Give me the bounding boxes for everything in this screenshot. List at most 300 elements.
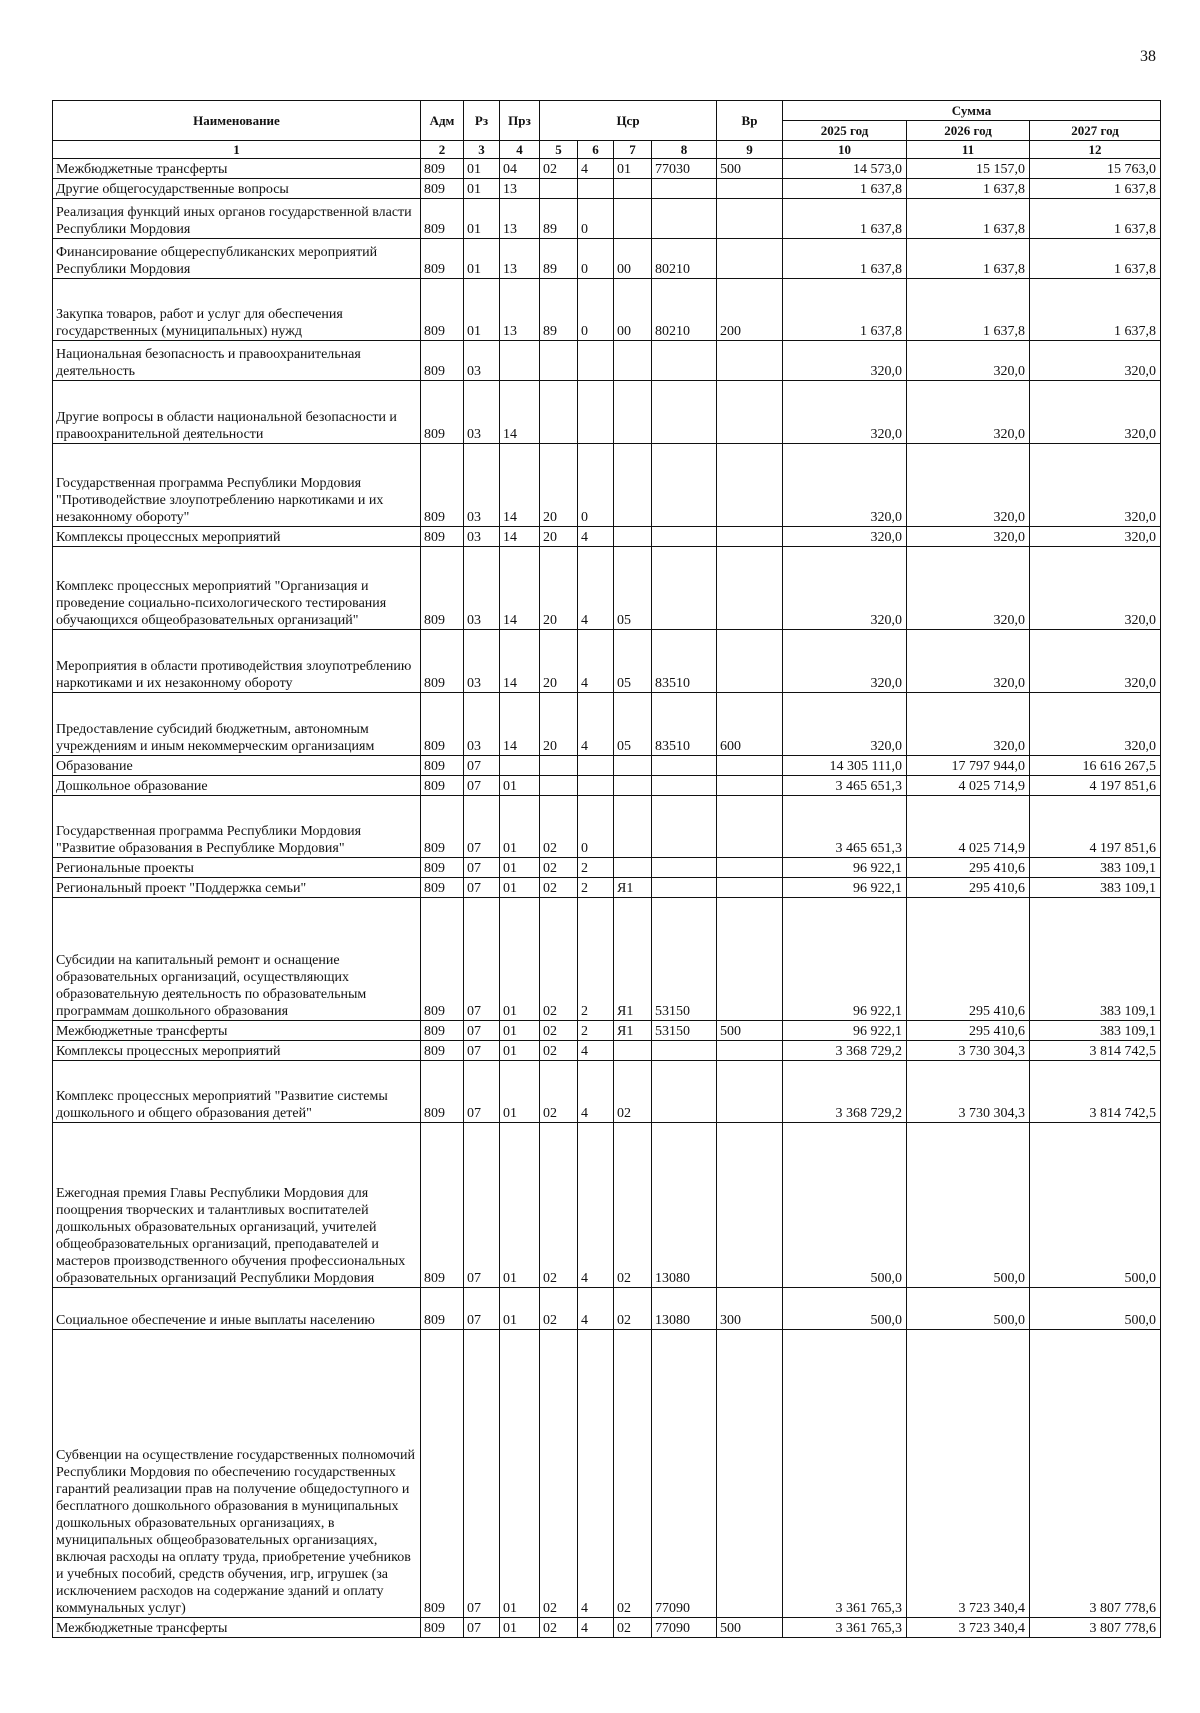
cell-tsr-type: 4 (578, 547, 614, 630)
cell-tsr-structure: Я1 (614, 898, 652, 1021)
column-number: 6 (578, 141, 614, 159)
cell-rz: 03 (464, 444, 500, 527)
cell-tsr-type: 0 (578, 279, 614, 341)
table-header (53, 101, 1161, 159)
cell-tsr-type: 2 (578, 858, 614, 878)
cell-tsr-direction (652, 341, 717, 381)
cell-vr: 300 (717, 1288, 783, 1330)
amount-2026: 295 410,6 (907, 1021, 1030, 1041)
cell-tsr-program: 02 (540, 1618, 578, 1638)
cell-adm: 809 (421, 1288, 464, 1330)
cell-tsr-program: 02 (540, 1041, 578, 1061)
column-number: 3 (464, 141, 500, 159)
table-row (53, 878, 1161, 898)
cell-tsr-structure: Я1 (614, 878, 652, 898)
row-name: Другие вопросы в области национальной безопасности и правоохранительной деятельности (53, 381, 421, 444)
row-name: Субсидии на капитальный ремонт и оснащение образовательных организаций, осуществляющих образовательную деятельность по образовательным программам дошкольного образования (53, 898, 421, 1021)
cell-vr (717, 381, 783, 444)
amount-2026: 4 025 714,9 (907, 776, 1030, 796)
cell-tsr-structure: 05 (614, 693, 652, 756)
table-row (53, 1061, 1161, 1123)
table-row (53, 179, 1161, 199)
cell-tsr-program: 02 (540, 796, 578, 858)
row-name: Закупка товаров, работ и услуг для обеспечения государственных (муниципальных) нужд (53, 279, 421, 341)
row-name: Предоставление субсидий бюджетным, автономным учреждениям и иным некоммерческим организациям (53, 693, 421, 756)
amount-2026: 4 025 714,9 (907, 796, 1030, 858)
cell-adm: 809 (421, 1618, 464, 1638)
table-row (53, 239, 1161, 279)
cell-vr (717, 179, 783, 199)
amount-2027: 320,0 (1030, 444, 1161, 527)
cell-vr (717, 756, 783, 776)
cell-prz: 01 (500, 878, 540, 898)
table-row (53, 444, 1161, 527)
cell-tsr-program: 89 (540, 279, 578, 341)
cell-rz: 07 (464, 858, 500, 878)
table-row (53, 527, 1161, 547)
amount-2026: 500,0 (907, 1288, 1030, 1330)
cell-rz: 01 (464, 239, 500, 279)
cell-vr (717, 444, 783, 527)
row-name: Государственная программа Республики Мордовия "Противодействие злоупотреблению наркотиками и их незаконному обороту" (53, 444, 421, 527)
amount-2027: 1 637,8 (1030, 279, 1161, 341)
header-tsr: Цср (540, 101, 717, 141)
amount-2026: 17 797 944,0 (907, 756, 1030, 776)
cell-tsr-type: 0 (578, 444, 614, 527)
budget-table (52, 100, 1161, 1638)
amount-2026: 295 410,6 (907, 878, 1030, 898)
amount-2027: 383 109,1 (1030, 878, 1161, 898)
table-row (53, 1288, 1161, 1330)
amount-2025: 320,0 (783, 630, 907, 693)
amount-2026: 320,0 (907, 527, 1030, 547)
cell-rz: 03 (464, 527, 500, 547)
cell-vr (717, 239, 783, 279)
cell-tsr-program: 20 (540, 527, 578, 547)
cell-tsr-type: 4 (578, 1288, 614, 1330)
amount-2026: 15 157,0 (907, 159, 1030, 179)
cell-tsr-direction: 13080 (652, 1288, 717, 1330)
cell-vr (717, 878, 783, 898)
row-name: Комплексы процессных мероприятий (53, 527, 421, 547)
cell-tsr-direction: 53150 (652, 1021, 717, 1041)
cell-vr (717, 1330, 783, 1618)
cell-rz: 03 (464, 341, 500, 381)
row-name: Дошкольное образование (53, 776, 421, 796)
cell-vr: 200 (717, 279, 783, 341)
table-row (53, 199, 1161, 239)
cell-rz: 07 (464, 1061, 500, 1123)
amount-2027: 500,0 (1030, 1123, 1161, 1288)
cell-prz: 01 (500, 858, 540, 878)
amount-2025: 3 361 765,3 (783, 1618, 907, 1638)
amount-2025: 500,0 (783, 1288, 907, 1330)
cell-adm: 809 (421, 239, 464, 279)
amount-2025: 3 465 651,3 (783, 796, 907, 858)
header-year-2025: 2025 год (783, 121, 907, 141)
cell-tsr-type: 4 (578, 693, 614, 756)
amount-2025: 96 922,1 (783, 878, 907, 898)
row-name: Комплексы процессных мероприятий (53, 1041, 421, 1061)
amount-2027: 383 109,1 (1030, 858, 1161, 878)
amount-2026: 295 410,6 (907, 858, 1030, 878)
cell-tsr-type: 4 (578, 1041, 614, 1061)
amount-2026: 1 637,8 (907, 239, 1030, 279)
column-number: 12 (1030, 141, 1161, 159)
cell-tsr-direction: 83510 (652, 693, 717, 756)
cell-prz: 14 (500, 630, 540, 693)
cell-tsr-program: 02 (540, 878, 578, 898)
cell-vr (717, 1041, 783, 1061)
cell-tsr-type (578, 179, 614, 199)
cell-rz: 07 (464, 1330, 500, 1618)
cell-tsr-type: 2 (578, 878, 614, 898)
amount-2026: 320,0 (907, 693, 1030, 756)
cell-adm: 809 (421, 1061, 464, 1123)
cell-tsr-direction: 77090 (652, 1618, 717, 1638)
cell-tsr-structure (614, 381, 652, 444)
cell-rz: 03 (464, 630, 500, 693)
column-number: 2 (421, 141, 464, 159)
cell-tsr-structure (614, 756, 652, 776)
cell-adm: 809 (421, 1330, 464, 1618)
cell-tsr-direction (652, 756, 717, 776)
cell-vr (717, 199, 783, 239)
cell-vr (717, 776, 783, 796)
cell-rz: 01 (464, 279, 500, 341)
row-name: Мероприятия в области противодействия злоупотреблению наркотиками и их незаконному обороту (53, 630, 421, 693)
cell-rz: 07 (464, 1618, 500, 1638)
cell-adm: 809 (421, 279, 464, 341)
cell-prz: 13 (500, 179, 540, 199)
cell-vr (717, 796, 783, 858)
cell-tsr-direction: 53150 (652, 898, 717, 1021)
cell-tsr-program (540, 381, 578, 444)
cell-tsr-type: 4 (578, 1123, 614, 1288)
row-name: Социальное обеспечение и иные выплаты населению (53, 1288, 421, 1330)
cell-tsr-type: 2 (578, 898, 614, 1021)
cell-tsr-program: 89 (540, 239, 578, 279)
cell-adm: 809 (421, 878, 464, 898)
cell-tsr-program (540, 756, 578, 776)
amount-2026: 1 637,8 (907, 279, 1030, 341)
column-number: 9 (717, 141, 783, 159)
table-row (53, 858, 1161, 878)
table-row (53, 341, 1161, 381)
cell-rz: 01 (464, 199, 500, 239)
cell-vr: 600 (717, 693, 783, 756)
cell-rz: 07 (464, 1021, 500, 1041)
header-year-2027: 2027 год (1030, 121, 1161, 141)
cell-tsr-direction: 13080 (652, 1123, 717, 1288)
cell-vr (717, 858, 783, 878)
amount-2027: 320,0 (1030, 630, 1161, 693)
cell-tsr-structure: 02 (614, 1288, 652, 1330)
row-name: Государственная программа Республики Мордовия "Развитие образования в Республике Мордовия" (53, 796, 421, 858)
header-prz: Прз (500, 101, 540, 141)
amount-2026: 3 723 340,4 (907, 1330, 1030, 1618)
table-row (53, 279, 1161, 341)
cell-adm: 809 (421, 898, 464, 1021)
cell-rz: 07 (464, 756, 500, 776)
cell-adm: 809 (421, 199, 464, 239)
amount-2025: 1 637,8 (783, 199, 907, 239)
cell-tsr-type (578, 776, 614, 796)
amount-2027: 3 807 778,6 (1030, 1618, 1161, 1638)
cell-tsr-type: 4 (578, 1618, 614, 1638)
cell-tsr-program: 02 (540, 858, 578, 878)
row-name: Реализация функций иных органов государственной власти Республики Мордовия (53, 199, 421, 239)
column-number: 11 (907, 141, 1030, 159)
row-name: Межбюджетные трансферты (53, 159, 421, 179)
row-name: Комплекс процессных мероприятий "Организация и проведение социально-психологического тестирования обучающихся общеобразовательных организаций" (53, 547, 421, 630)
cell-prz: 01 (500, 1041, 540, 1061)
column-number: 7 (614, 141, 652, 159)
cell-tsr-type (578, 341, 614, 381)
amount-2025: 320,0 (783, 693, 907, 756)
cell-prz: 14 (500, 381, 540, 444)
cell-vr (717, 1061, 783, 1123)
cell-tsr-structure: 00 (614, 239, 652, 279)
cell-prz: 13 (500, 279, 540, 341)
cell-tsr-structure (614, 858, 652, 878)
table-row (53, 159, 1161, 179)
row-name: Финансирование общереспубликанских мероприятий Республики Мордовия (53, 239, 421, 279)
cell-tsr-direction: 80210 (652, 239, 717, 279)
amount-2025: 320,0 (783, 341, 907, 381)
cell-tsr-direction (652, 381, 717, 444)
cell-tsr-direction (652, 858, 717, 878)
cell-tsr-direction: 83510 (652, 630, 717, 693)
cell-adm: 809 (421, 527, 464, 547)
cell-adm: 809 (421, 341, 464, 381)
amount-2026: 3 723 340,4 (907, 1618, 1030, 1638)
amount-2025: 3 368 729,2 (783, 1061, 907, 1123)
cell-tsr-direction (652, 796, 717, 858)
cell-prz (500, 756, 540, 776)
cell-rz: 07 (464, 796, 500, 858)
cell-adm: 809 (421, 1021, 464, 1041)
cell-prz: 01 (500, 898, 540, 1021)
cell-vr: 500 (717, 1021, 783, 1041)
cell-tsr-structure: 05 (614, 547, 652, 630)
cell-tsr-program (540, 776, 578, 796)
cell-vr (717, 630, 783, 693)
row-name: Межбюджетные трансферты (53, 1021, 421, 1041)
cell-vr (717, 898, 783, 1021)
amount-2025: 1 637,8 (783, 239, 907, 279)
cell-tsr-type: 0 (578, 239, 614, 279)
cell-rz: 07 (464, 776, 500, 796)
amount-2027: 3 814 742,5 (1030, 1061, 1161, 1123)
header-vr: Вр (717, 101, 783, 141)
amount-2026: 3 730 304,3 (907, 1041, 1030, 1061)
cell-tsr-structure: 02 (614, 1123, 652, 1288)
cell-adm: 809 (421, 1123, 464, 1288)
amount-2025: 96 922,1 (783, 898, 907, 1021)
cell-tsr-program: 20 (540, 444, 578, 527)
table-row (53, 776, 1161, 796)
column-number: 4 (500, 141, 540, 159)
cell-rz: 03 (464, 381, 500, 444)
amount-2026: 320,0 (907, 630, 1030, 693)
row-name: Межбюджетные трансферты (53, 1618, 421, 1638)
cell-prz: 01 (500, 1288, 540, 1330)
cell-adm: 809 (421, 547, 464, 630)
amount-2025: 96 922,1 (783, 858, 907, 878)
cell-adm: 809 (421, 159, 464, 179)
table-row (53, 898, 1161, 1021)
amount-2026: 500,0 (907, 1123, 1030, 1288)
row-name: Национальная безопасность и правоохранительная деятельность (53, 341, 421, 381)
cell-tsr-program: 20 (540, 547, 578, 630)
cell-tsr-type: 4 (578, 1330, 614, 1618)
table-row (53, 1330, 1161, 1618)
cell-tsr-program: 02 (540, 1288, 578, 1330)
amount-2027: 3 814 742,5 (1030, 1041, 1161, 1061)
cell-tsr-direction (652, 1041, 717, 1061)
amount-2025: 3 465 651,3 (783, 776, 907, 796)
table-row (53, 1041, 1161, 1061)
cell-prz: 01 (500, 1330, 540, 1618)
cell-tsr-structure: 05 (614, 630, 652, 693)
cell-tsr-structure: 02 (614, 1618, 652, 1638)
cell-prz: 14 (500, 527, 540, 547)
cell-tsr-structure: 02 (614, 1061, 652, 1123)
amount-2027: 320,0 (1030, 381, 1161, 444)
amount-2026: 320,0 (907, 341, 1030, 381)
amount-2026: 1 637,8 (907, 199, 1030, 239)
cell-tsr-direction (652, 444, 717, 527)
cell-tsr-structure (614, 796, 652, 858)
header-adm: Адм (421, 101, 464, 141)
row-name: Ежегодная премия Главы Республики Мордовия для поощрения творческих и талантливых воспитателей дошкольных образовательных организаций, учителей общеобразовательных организаций, преподавателей и мастеров производственного обучения профессиональных образовательных организаций Республики Мордовия (53, 1123, 421, 1288)
cell-tsr-type: 0 (578, 199, 614, 239)
amount-2027: 4 197 851,6 (1030, 776, 1161, 796)
cell-prz: 04 (500, 159, 540, 179)
cell-tsr-structure: 01 (614, 159, 652, 179)
amount-2025: 3 368 729,2 (783, 1041, 907, 1061)
amount-2025: 320,0 (783, 381, 907, 444)
column-number-row (53, 141, 1161, 159)
column-number: 8 (652, 141, 717, 159)
cell-prz: 01 (500, 1061, 540, 1123)
cell-adm: 809 (421, 796, 464, 858)
amount-2027: 4 197 851,6 (1030, 796, 1161, 858)
cell-adm: 809 (421, 630, 464, 693)
amount-2027: 3 807 778,6 (1030, 1330, 1161, 1618)
cell-rz: 03 (464, 693, 500, 756)
amount-2025: 320,0 (783, 444, 907, 527)
cell-tsr-structure: 02 (614, 1330, 652, 1618)
amount-2026: 1 637,8 (907, 179, 1030, 199)
table-row (53, 1021, 1161, 1041)
cell-rz: 07 (464, 1123, 500, 1288)
column-number: 10 (783, 141, 907, 159)
page-number: 38 (1140, 48, 1156, 65)
amount-2026: 320,0 (907, 444, 1030, 527)
cell-tsr-structure: 00 (614, 279, 652, 341)
amount-2027: 500,0 (1030, 1288, 1161, 1330)
cell-vr (717, 527, 783, 547)
cell-rz: 07 (464, 1041, 500, 1061)
cell-tsr-type: 4 (578, 527, 614, 547)
amount-2027: 1 637,8 (1030, 239, 1161, 279)
cell-tsr-direction (652, 878, 717, 898)
cell-adm: 809 (421, 1041, 464, 1061)
row-name: Другие общегосударственные вопросы (53, 179, 421, 199)
cell-tsr-program (540, 179, 578, 199)
cell-prz: 13 (500, 239, 540, 279)
table-body (53, 159, 1161, 1638)
table-row (53, 381, 1161, 444)
amount-2025: 14 573,0 (783, 159, 907, 179)
cell-tsr-type: 4 (578, 159, 614, 179)
cell-tsr-type: 0 (578, 796, 614, 858)
amount-2026: 295 410,6 (907, 898, 1030, 1021)
amount-2026: 320,0 (907, 381, 1030, 444)
cell-tsr-structure (614, 776, 652, 796)
cell-tsr-program: 02 (540, 1330, 578, 1618)
cell-tsr-program: 02 (540, 1061, 578, 1123)
amount-2025: 3 361 765,3 (783, 1330, 907, 1618)
cell-tsr-structure (614, 341, 652, 381)
row-name: Субвенции на осуществление государственных полномочий Республики Мордовия по обеспечению государственных гарантий реализации прав на получение общедоступного и бесплатного дошкольного образования в муниципальных дошкольных образовательных организациях, в муниципальных общеобразовательных организациях, включая расходы на оплату труда, приобретение учебников и учебных пособий, средств обучения, игр, игрушек (за исключением расходов на содержание зданий и оплату коммунальных услуг) (53, 1330, 421, 1618)
cell-prz: 01 (500, 1123, 540, 1288)
amount-2027: 383 109,1 (1030, 1021, 1161, 1041)
cell-adm: 809 (421, 756, 464, 776)
cell-tsr-direction (652, 776, 717, 796)
amount-2027: 383 109,1 (1030, 898, 1161, 1021)
cell-prz: 13 (500, 199, 540, 239)
cell-prz (500, 341, 540, 381)
cell-vr (717, 1123, 783, 1288)
header-name: Наименование (53, 101, 421, 141)
amount-2026: 3 730 304,3 (907, 1061, 1030, 1123)
amount-2027: 1 637,8 (1030, 199, 1161, 239)
cell-prz: 14 (500, 547, 540, 630)
cell-prz: 14 (500, 444, 540, 527)
cell-adm: 809 (421, 179, 464, 199)
amount-2026: 320,0 (907, 547, 1030, 630)
cell-prz: 01 (500, 1618, 540, 1638)
row-name: Региональные проекты (53, 858, 421, 878)
cell-vr: 500 (717, 159, 783, 179)
cell-tsr-type: 4 (578, 1061, 614, 1123)
cell-tsr-structure (614, 444, 652, 527)
amount-2025: 96 922,1 (783, 1021, 907, 1041)
cell-prz: 01 (500, 776, 540, 796)
table-row (53, 630, 1161, 693)
cell-tsr-program: 20 (540, 693, 578, 756)
table-row (53, 796, 1161, 858)
cell-tsr-direction: 80210 (652, 279, 717, 341)
cell-rz: 07 (464, 898, 500, 1021)
cell-tsr-structure (614, 199, 652, 239)
amount-2027: 16 616 267,5 (1030, 756, 1161, 776)
cell-rz: 03 (464, 547, 500, 630)
cell-rz: 01 (464, 179, 500, 199)
cell-tsr-type: 4 (578, 630, 614, 693)
row-name: Образование (53, 756, 421, 776)
cell-adm: 809 (421, 693, 464, 756)
cell-rz: 07 (464, 878, 500, 898)
amount-2025: 1 637,8 (783, 179, 907, 199)
cell-tsr-direction (652, 199, 717, 239)
cell-tsr-program: 02 (540, 159, 578, 179)
column-number: 1 (53, 141, 421, 159)
table-row (53, 693, 1161, 756)
